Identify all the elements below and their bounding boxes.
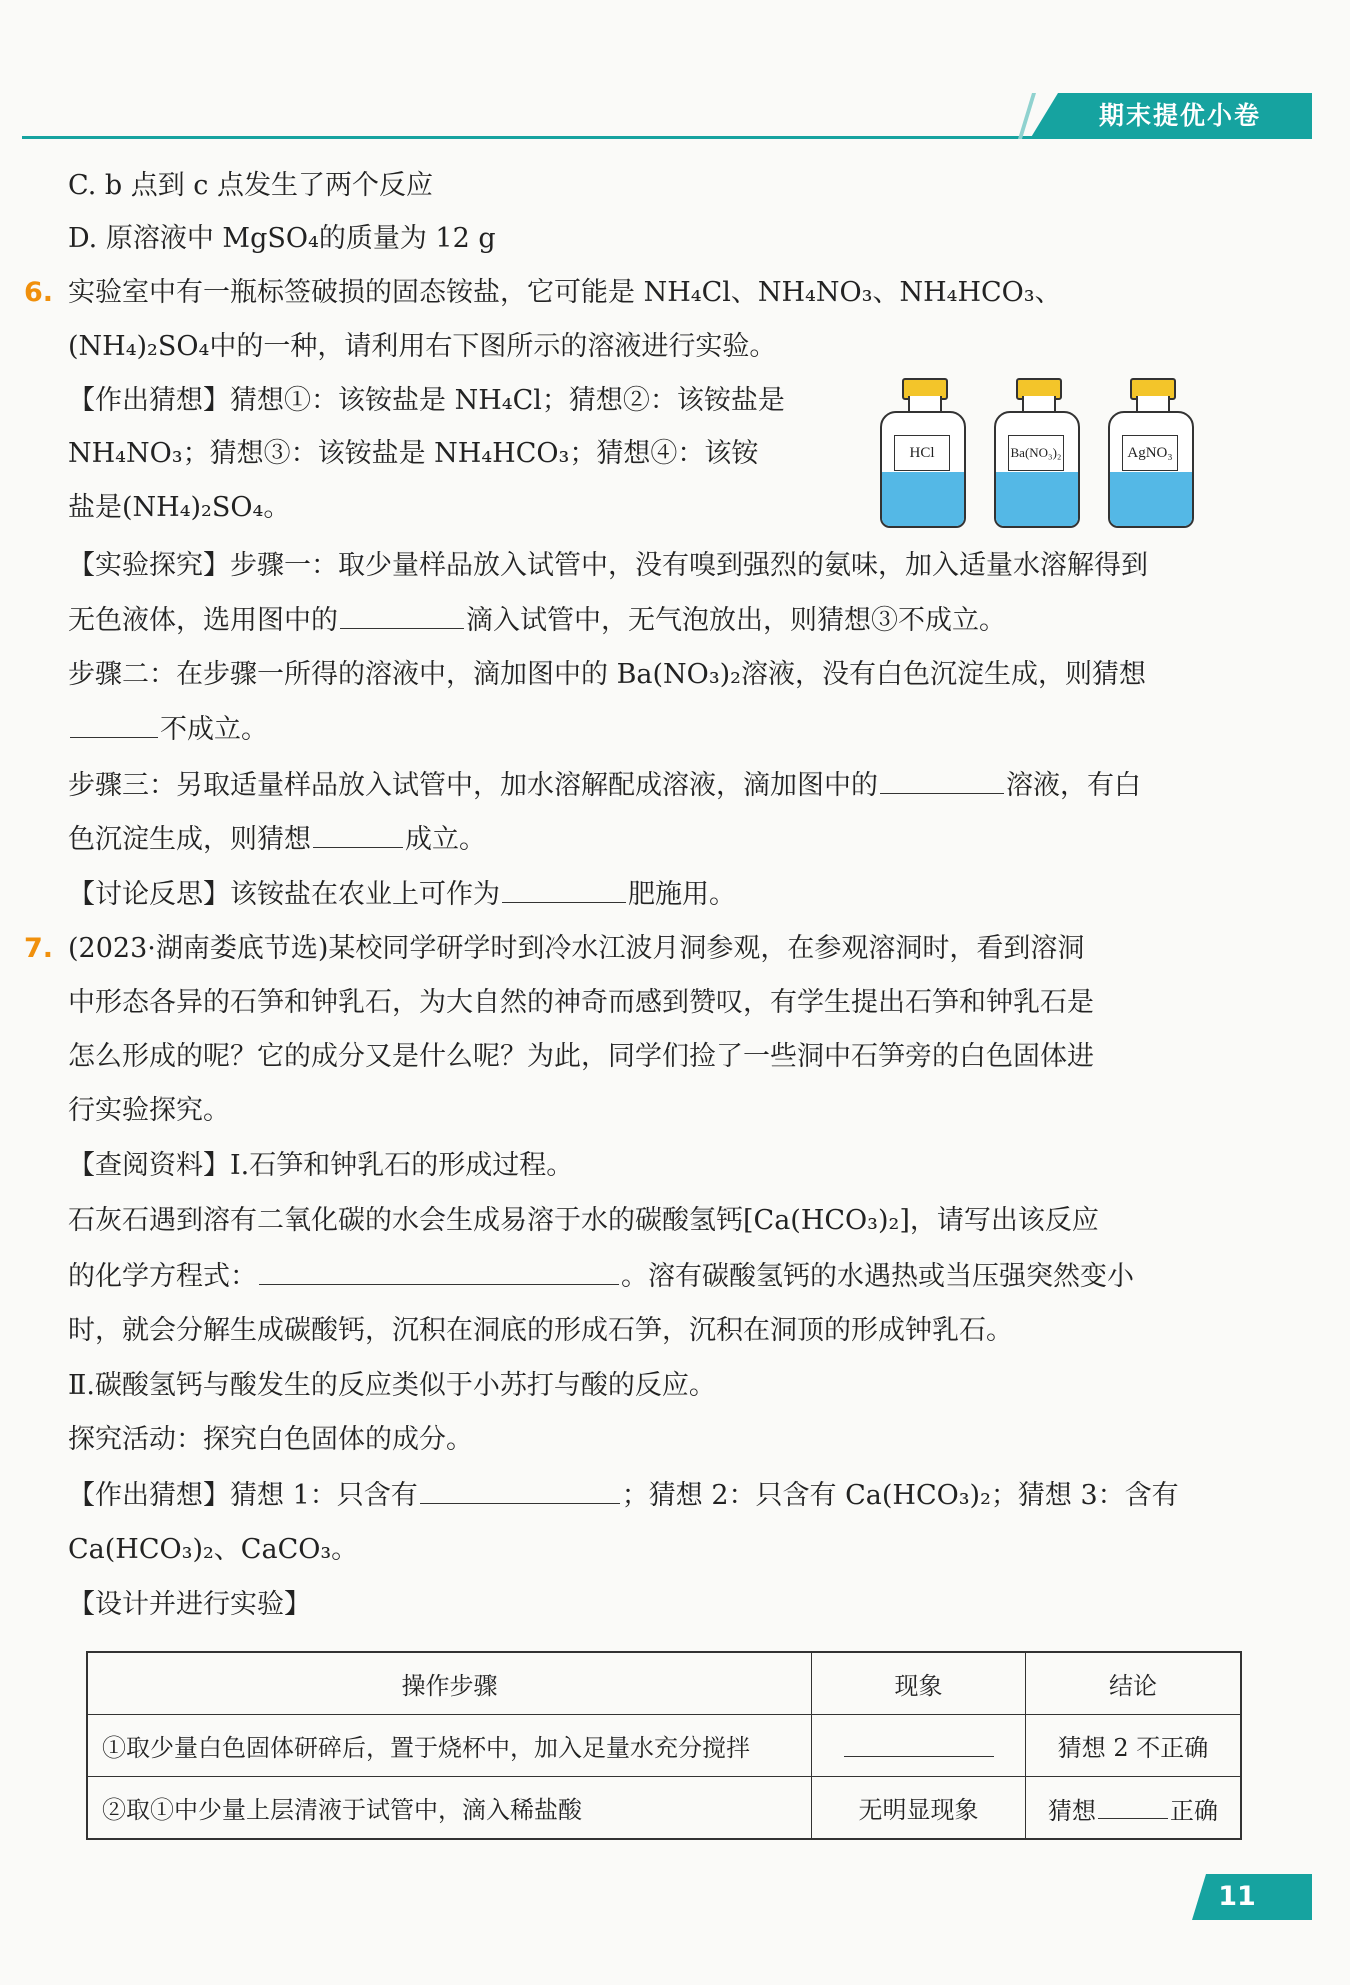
table-row <box>87 1777 1241 1840</box>
answer-blank-conclusion[interactable] <box>1098 1790 1168 1819</box>
table-header-phenomenon: 现象 <box>812 1652 1026 1715</box>
q6-step3-text-a: 步骤三：另取适量样品放入试管中，加水溶解配成溶液，滴加图中的 <box>68 770 878 801</box>
q7-line-4: 行实验探究。 <box>68 1095 230 1126</box>
table-cell-conclusion <box>1026 1777 1242 1840</box>
q7-line-6: 石灰石遇到溶有二氧化碳的水会生成易溶于水的碳酸氢钙[Ca(HCO₃)₂]，请写出该反应 <box>68 1205 1099 1236</box>
q6-guess-line-2: NH₄NO₃；猜想③：该铵盐是 NH₄HCO₃；猜想④：该铵 <box>68 438 759 469</box>
table-cell-phenomenon: 无明显现象 <box>812 1777 1026 1840</box>
q6-step2-text: 不成立。 <box>160 714 268 745</box>
reagent-bottles-figure <box>880 378 1200 530</box>
q7-line-3: 怎么形成的呢？它的成分又是什么呢？为此，同学们捡了一些洞中石笋旁的白色固体进 <box>68 1041 1094 1072</box>
table-cell-step: ②取①中少量上层清液于试管中，滴入稀盐酸 <box>87 1777 812 1840</box>
bottle-body <box>994 411 1080 528</box>
bottle-ba-no3 <box>994 378 1080 528</box>
question-7-number: 7. <box>24 933 54 964</box>
q7-line-12: Ca(HCO₃)₂、CaCO₃。 <box>68 1534 359 1565</box>
table-cell-step: ①取少量白色固体研碎后，置于烧杯中，加入足量水充分搅拌 <box>87 1715 812 1777</box>
q6-step3-text-b: 溶液，有白 <box>1006 770 1141 801</box>
q7-line-7 <box>68 1256 1260 1297</box>
q6-step3-text-c: 色沉淀生成，则猜想 <box>68 824 311 855</box>
q6-guess-line-3: 盐是(NH₄)₂SO₄。 <box>68 492 291 523</box>
q7-line-10: 探究活动：探究白色固体的成分。 <box>68 1424 473 1455</box>
bottle-body <box>880 411 966 528</box>
q6-guess-line-1: 【作出猜想】猜想①：该铵盐是 NH₄Cl；猜想②：该铵盐是 <box>68 385 785 416</box>
experiment-table <box>86 1651 1242 1840</box>
answer-blank-phenomenon[interactable] <box>844 1728 994 1757</box>
table-row <box>87 1715 1241 1777</box>
table-header-step: 操作步骤 <box>87 1652 812 1715</box>
q6-step3-line-1 <box>68 765 1260 806</box>
q6-explore-line-2 <box>68 600 1260 641</box>
bottle-agno3 <box>1108 378 1194 528</box>
answer-blank-fertilizer[interactable] <box>502 874 626 903</box>
table-header-conclusion: 结论 <box>1026 1652 1242 1715</box>
q7-guess-text-a: 【作出猜想】猜想 1：只含有 <box>68 1480 418 1511</box>
q6-explore-text-a: 无色液体，选用图中的 <box>68 605 338 636</box>
bottle-liquid <box>882 472 964 526</box>
q6-stem-line-1: 实验室中有一瓶标签破损的固态铵盐，它可能是 NH₄Cl、NH₄NO₃、NH₄HCO₃、 <box>68 277 1062 308</box>
header-stripe <box>1018 93 1036 139</box>
q7-line-11 <box>68 1475 1260 1516</box>
q7-guess-text-b: ；猜想 2：只含有 Ca(HCO₃)₂；猜想 3：含有 <box>621 1480 1179 1511</box>
answer-blank-guess[interactable] <box>313 819 403 848</box>
q6-discussion-text-b: 肥施用。 <box>628 879 736 910</box>
bottle-body <box>1108 411 1194 528</box>
bottle-liquid <box>996 472 1078 526</box>
page-number: 11 <box>1218 1881 1256 1912</box>
q7-line-7-text-b: 。溶有碳酸氢钙的水遇热或当压强突然变小 <box>621 1261 1134 1292</box>
q6-explore-line-1: 【实验探究】步骤一：取少量样品放入试管中，没有嗅到强烈的氨味，加入适量水溶解得到 <box>68 550 1148 581</box>
q7-line-2: 中形态各异的石笋和钟乳石，为大自然的神奇而感到赞叹，有学生提出石笋和钟乳石是 <box>68 987 1094 1018</box>
conclusion-text-a: 猜想 <box>1048 1796 1096 1825</box>
conclusion-text-b: 正确 <box>1170 1796 1218 1825</box>
table-cell-phenomenon <box>812 1715 1026 1777</box>
question-6-number: 6. <box>24 277 54 308</box>
q7-equation-prompt: 的化学方程式： <box>68 1261 257 1292</box>
answer-blank-guess-1[interactable] <box>420 1475 620 1504</box>
q7-line-13: 【设计并进行实验】 <box>68 1589 311 1620</box>
bottle-label: HCl <box>894 435 950 471</box>
bottle-label: Ba(NO₃)₂ <box>1008 435 1064 471</box>
q7-line-8: 时，就会分解生成碳酸钙，沉积在洞底的形成石笋，沉积在洞顶的形成钟乳石。 <box>68 1315 1013 1346</box>
q6-step2-line-1: 步骤二：在步骤一所得的溶液中，滴加图中的 Ba(NO₃)₂溶液，没有白色沉淀生成，则猜想 <box>68 659 1146 690</box>
q6-explore-text-b: 滴入试管中，无气泡放出，则猜想③不成立。 <box>466 605 1006 636</box>
answer-blank-guess[interactable] <box>70 709 158 738</box>
answer-blank-reagent[interactable] <box>340 600 464 629</box>
q6-discussion-line <box>68 874 1260 915</box>
q6-step3-text-d: 成立。 <box>405 824 486 855</box>
q6-stem-line-2: (NH₄)₂SO₄中的一种，请利用右下图所示的溶液进行实验。 <box>68 331 777 362</box>
q7-line-5: 【查阅资料】Ⅰ.石笋和钟乳石的形成过程。 <box>68 1150 574 1181</box>
q6-discussion-text-a: 【讨论反思】该铵盐在农业上可作为 <box>68 879 500 910</box>
table-header-row <box>87 1652 1241 1715</box>
q6-step3-line-2 <box>68 819 1260 860</box>
bottle-hcl <box>880 378 966 528</box>
answer-blank-equation[interactable] <box>259 1256 619 1285</box>
option-d: D. 原溶液中 MgSO₄的质量为 12 g <box>68 223 496 254</box>
q7-line-1: (2023·湖南娄底节选)某校同学研学时到冷水江波月洞参观，在参观溶洞时，看到溶洞 <box>68 933 1085 964</box>
header-title: 期末提优小卷 <box>1098 101 1261 130</box>
bottle-liquid <box>1110 472 1192 526</box>
answer-blank-solution[interactable] <box>880 765 1004 794</box>
table-cell-conclusion: 猜想 2 不正确 <box>1026 1715 1242 1777</box>
q7-line-9: Ⅱ.碳酸氢钙与酸发生的反应类似于小苏打与酸的反应。 <box>68 1370 716 1401</box>
q6-step2-line-2 <box>68 709 1260 750</box>
option-c: C. b 点到 c 点发生了两个反应 <box>68 170 434 201</box>
bottle-label: AgNO₃ <box>1122 435 1178 471</box>
